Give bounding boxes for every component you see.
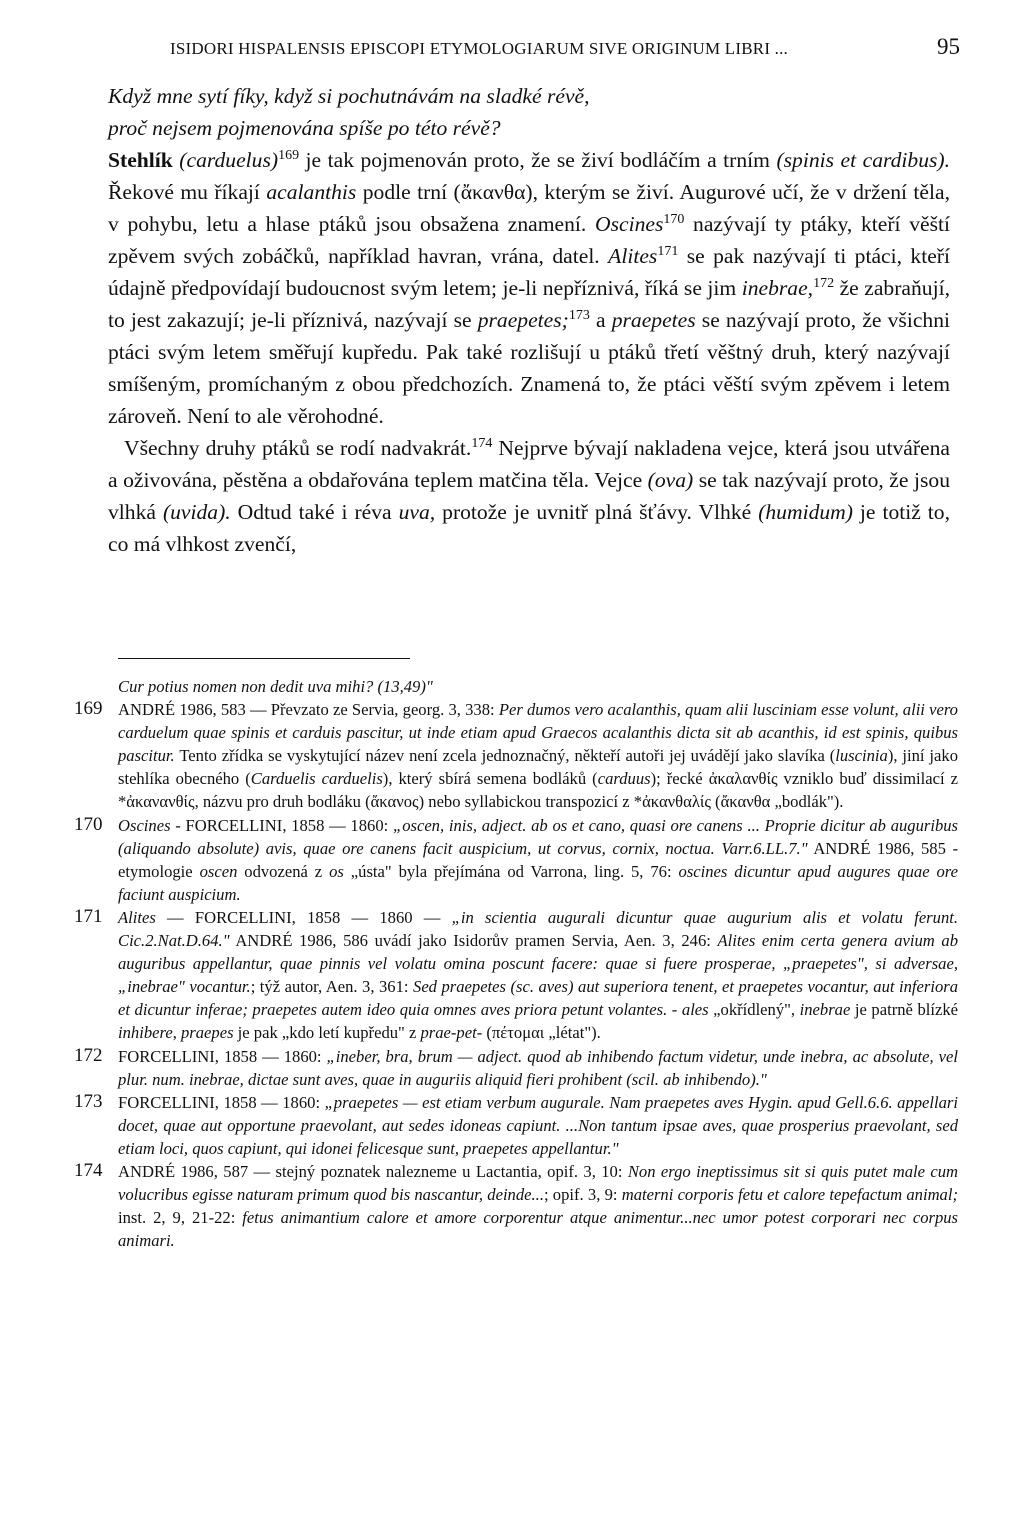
footnote-continuation: Cur potius nomen non dedit uva mihi? (13,49)" <box>118 677 433 696</box>
term-stehlik: Stehlík <box>108 148 173 172</box>
footnote-172 <box>74 1045 958 1091</box>
footnote-text: FORCELLINI, 1858 — 1860: „ineber, bra, brum — adject. quod ab inhibendo factum videtur, unde inebra, ac absolute, vel plur. num. inebrae, dictae sunt aves, quae in auguriis aliquid fieri prohibent (scil. ab inhibendo)." <box>118 1046 958 1089</box>
paragraph-goldfinch: Stehlík (carduelus)$^{169}$ je tak pojmenován proto, že se živí bodláčím a trním (spinis et cardibus). Řekové mu říkají acalanthis podle trní (ἄκανθα), kterým se živí. Augurové učí, že v držení těla, v pohybu, letu a hlase ptáků jsou obsažena znamení. Oscines$^{170}$ nazývají ty ptáky, kteří věští zpěvem svých zobáčků, například havran, vrána, datel. Alites$^{171}$ se pak nazývají ti ptáci, kteří údajně předpovídají budoucnost svým letem; je-li nepříznivá, říká se jim inebrae,$^{172}$ že zabraňují, to jest zakazují; je-li příznivá, nazývají se praepetes;$^{173}$ a praepetes se nazývají proto, že všichni ptáci svým letem směřují kupředu. Pak také rozlišují u ptáků třetí věštný druh, který nazývají smíšeným, promíchaným z obou předchozích. Znamená to, že ptáci věští svým zpěvem i letem zároveň. Není to ale věrohodné. <box>108 148 950 428</box>
footnote-number: 169 <box>74 698 103 720</box>
main-text <box>108 80 950 560</box>
footnote-ref: 172 <box>813 276 835 291</box>
footnote-ref: 173 <box>568 308 590 323</box>
footnote-text: ANDRÉ 1986, 583 — Převzato ze Servia, georg. 3, 338: Per dumos vero acalanthis, quam alii lusciniam esse volunt, alii vero carduelum quae spinis et carduis pascitur, ut inde etiam apud Graecos acalanthis dicta sit ab acanthis, id est spinis, quibus pascitur. Tento zřídka se vyskytující název není zcela jednoznačný, někteří autoři jej uvádějí jako slavíka (luscinia), jiní jako stehlíka obecného (Carduelis carduelis), který sbírá semena bodláků (carduus); řecké ἀκαλανθίς vzniklo buď dissimilací z *ἀκανανθίς, názvu pro druh bodláku (ἄκανος) nebo syllabickou transpozicí z *ἀκανθαλίς (ἄκανθα „bodlák"). <box>118 700 959 812</box>
page-number: 95 <box>937 34 960 59</box>
poem-line: Když mne sytí fíky, když si pochutnávám na sladké révě, <box>108 84 590 108</box>
footnote-170 <box>74 814 958 906</box>
footnote-173 <box>74 1091 958 1160</box>
footnote-ref: 169 <box>278 148 300 163</box>
running-header <box>170 34 960 60</box>
footnote-text: Oscines - FORCELLINI, 1858 — 1860: „oscen, inis, adject. ab os et cano, quasi ore canens ... Proprie dicitur ab auguribus (aliquando absolute) avis, quae ore canens facit auspicium, ut corvus, cornix, noctua. Varr.6.LL.7." ANDRÉ 1986, 585 - etymologie oscen odvozená z os „ústa" byla přejímána od Varrona, ling. 5, 76: oscines dicuntur apud augures quae ore faciunt auspicium. <box>118 815 959 904</box>
footnotes <box>74 675 958 1252</box>
footnote-ref: 171 <box>657 244 679 259</box>
footnote-171 <box>74 906 958 1045</box>
running-title: ISIDORI HISPALENSIS EPISCOPI ETYMOLOGIARUM SIVE ORIGINUM LIBRI ... <box>170 39 788 58</box>
footnote-169 <box>74 698 958 813</box>
footnote-number: 170 <box>74 813 103 835</box>
footnote-number: 171 <box>74 905 103 927</box>
footnote-174 <box>74 1160 958 1252</box>
footnote-number: 172 <box>74 1044 103 1066</box>
paragraph-eggs: Všechny druhy ptáků se rodí nadvakrát.$^{174}$ Nejprve bývají nakladena vejce, která jsou utvářena a oživována, pěstěna a obdařována teplem matčina těla. Vejce (ova) se tak nazývají proto, že jsou vlhká (uvida). Odtud také i réva uva, protože je uvnitř plná šťávy. Vlhké (humidum) je totiž to, co má vlhkost zvenčí, <box>108 436 950 556</box>
footnote-number: 173 <box>74 1090 103 1112</box>
poem-line: proč nejsem pojmenována spíše po této révě? <box>108 116 501 140</box>
footnote-number: 174 <box>74 1159 103 1181</box>
footnote-ref: 174 <box>471 436 493 451</box>
footnote-text: Alites — FORCELLINI, 1858 — 1860 — „in scientia augurali dicuntur quae augurium alis et volatu ferunt. Cic.2.Nat.D.64." ANDRÉ 1986, 586 uvádí jako Isidorův pramen Servia, Aen. 3, 246: Alites enim certa genera avium ab auguribus appellantur, quae pinnis vel volatu omina poscunt facere: quae si fuere prosperae, „praepetes", si adversae, „inebrae" vocantur.; týž autor, Aen. 3, 361: Sed praepetes (sc. aves) aut superiora tenent, et praepetes vocantur, aut inferiora et dicuntur inferae; praepetes autem ideo quia omnes aves priora petunt volantes. - ales „okřídlený", inebrae je patrně blízké inhibere, praepes je pak „kdo letí kupředu" z prae-pet- (πέτομαι „létat"). <box>118 907 958 1043</box>
footnote-ref: 170 <box>663 212 685 227</box>
footnote-text: FORCELLINI, 1858 — 1860: „praepetes — est etiam verbum augurale. Nam praepetes aves Hygin. apud Gell.6.6. appellari docet, quae aut opportune praevolant, aut sedes idoneas capiunt. ...Non tantum ipsae aves, quae prosperius praevolant, sed etiam loci, quos capiunt, qui idonei felicesque sunt, praepetes appellantur." <box>118 1092 958 1158</box>
footnote-divider <box>118 658 410 659</box>
footnote-text: ANDRÉ 1986, 587 — stejný poznatek nalezneme u Lactantia, opif. 3, 10: Non ergo ineptissimus sit si quis putet male cum volucribus egisse naturam primum quod bis nascantur, deinde...; opif. 3, 9: materni corporis fetu et calore tepefactum animal; inst. 2, 9, 21-22: fetus animantium calore et amore corporentur atque animentur...nec umor potest corporari nec corpus animari. <box>118 1161 959 1251</box>
